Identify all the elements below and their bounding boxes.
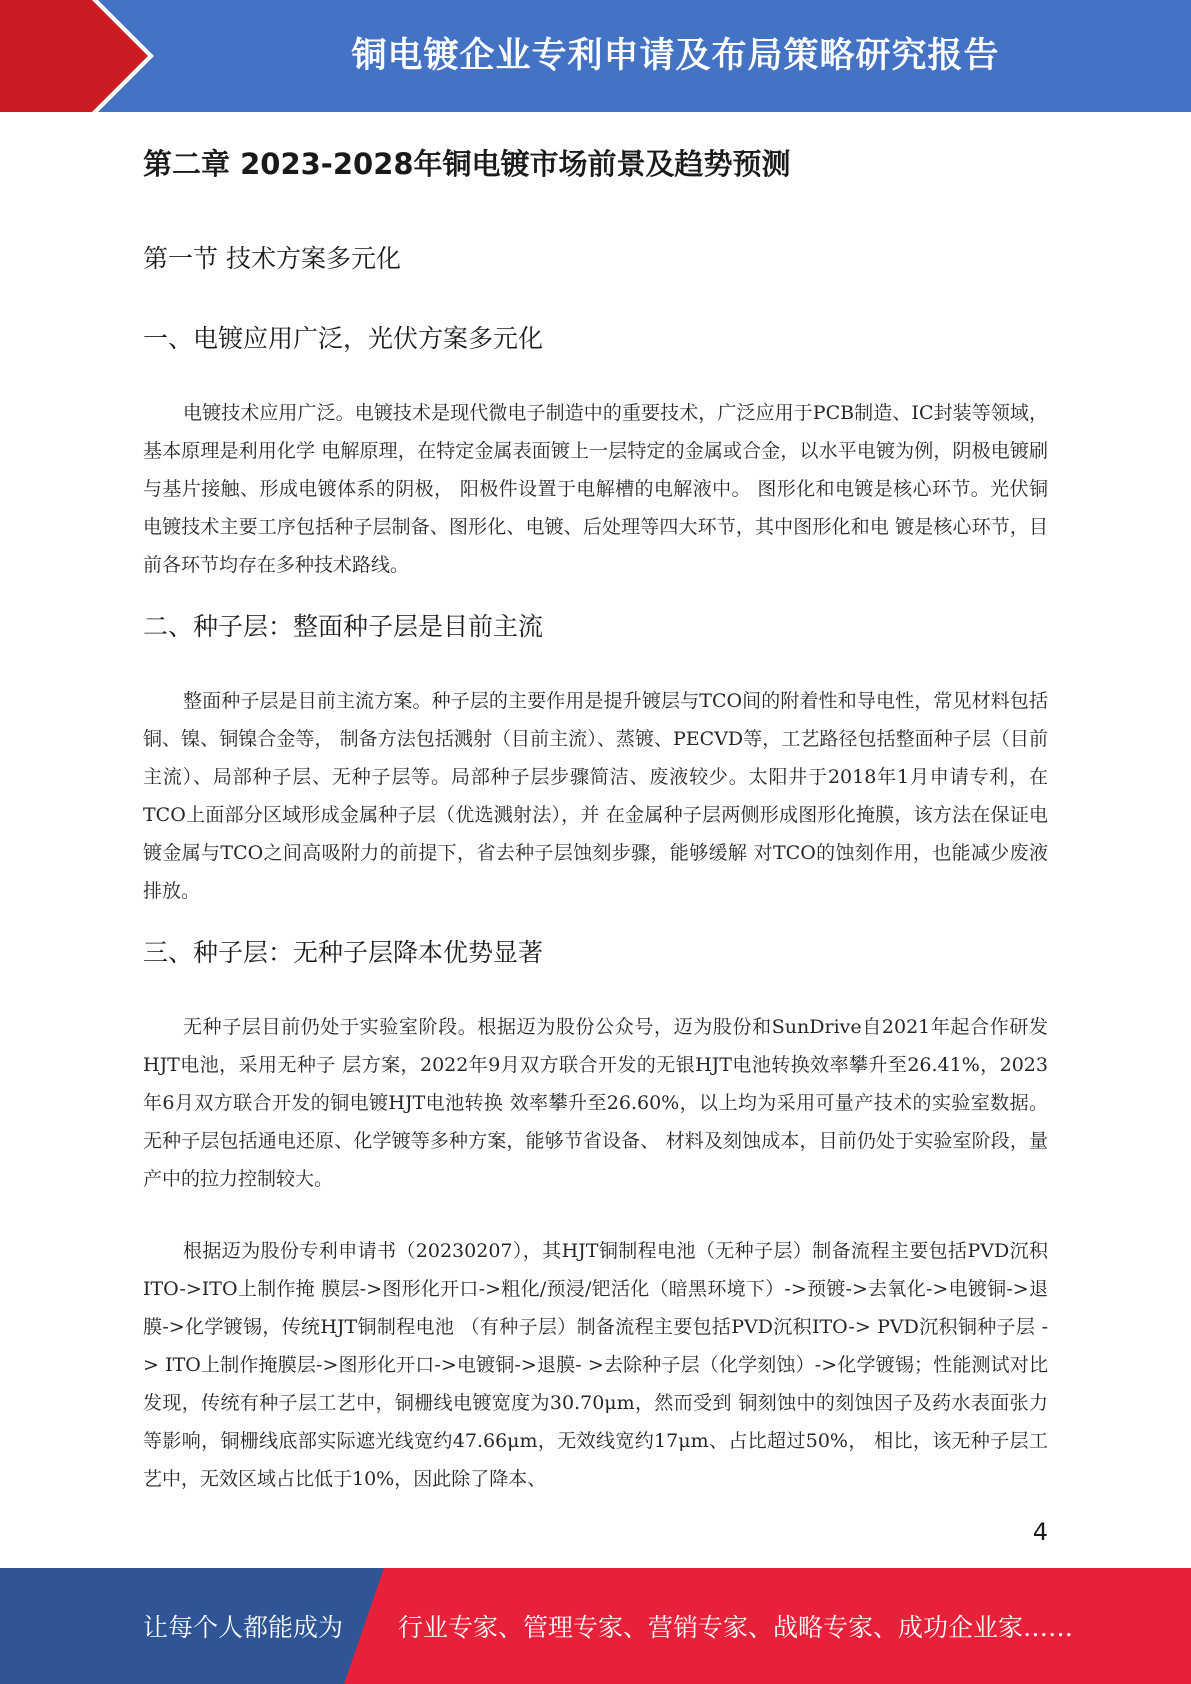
footer-slogan-left: 让每个人都能成为 xyxy=(143,1613,344,1642)
footer-slogan-right: 行业专家、管理专家、营销专家、战略专家、成功企业家…… xyxy=(398,1613,1074,1642)
paragraph-1: 电镀技术应用广泛。电镀技术是现代微电子制造中的重要技术，广泛应用于PCB制造、IC封装等领域，基本原理是利用化学 电解原理，在特定金属表面镀上一层特定的金属或合金，以水平电镀为例，阴极电镀刷与基片接触、形成电镀体系的阴极， 阳极件设置于电解槽的电解液中。 图形化和电镀是核心环节。光伏铜电镀技术主要工序包括种子层制备、图形化、电镀、后处理等四大环节，其中图形化和电 镀是核心环节，目前各环节均存在多种技术路线。 xyxy=(143,402,1048,576)
paragraph-3: 无种子层目前仍处于实验室阶段。根据迈为股份公众号，迈为股份和SunDrive自2021年起合作研发HJT电池，采用无种子 层方案，2022年9月双方联合开发的无银HJT电池转换效率攀升至26.41%，2023年6月双方联合开发的铜电镀HJT电池转换 效率攀升至26.60%，以上均为采用可量产技术的实验室数据。无种子层包括通电还原、化学镀等多种方案，能够节省设备、 材料及刻蚀成本，目前仍处于实验室阶段，量产中的拉力控制较大。 xyxy=(143,1016,1048,1190)
section-title: 第一节 技术方案多元化 xyxy=(143,244,401,273)
page-number: 4 xyxy=(1032,1518,1048,1546)
document-body xyxy=(143,130,1048,1498)
page-footer xyxy=(0,1568,1191,1684)
subsection-title-2: 二、种子层：整面种子层是目前主流 xyxy=(143,612,544,641)
chapter-title: 第二章 2023-2028年铜电镀市场前景及趋势预测 xyxy=(143,147,791,181)
subsection-title-1: 一、电镀应用广泛，光伏方案多元化 xyxy=(143,324,544,353)
report-title: 铜电镀企业专利申请及布局策略研究报告 xyxy=(351,36,1000,76)
subsection-title-3: 三、种子层：无种子层降本优势显著 xyxy=(143,938,544,967)
paragraph-2: 整面种子层是目前主流方案。种子层的主要作用是提升镀层与TCO间的附着性和导电性，常见材料包括铜、镍、铜镍合金等， 制备方法包括溅射（目前主流）、蒸镀、PECVD等，工艺路径包括整面种子层（目前主流）、局部种子层、无种子层等。局部种子层步骤简洁、废液较少。太阳井于2018年1月申请专利，在TCO上面部分区域形成金属种子层（优选溅射法），并 在金属种子层两侧形成图形化掩膜，该方法在保证电镀金属与TCO之间高吸附力的前提下，省去种子层蚀刻步骤，能够缓解 对TCO的蚀刻作用，也能减少废液排放。 xyxy=(143,690,1048,902)
paragraph-4: 根据迈为股份专利申请书（20230207），其HJT铜制程电池（无种子层）制备流程主要包括PVD沉积ITO->ITO上制作掩 膜层->图形化开口->粗化/预浸/钯活化（暗黑环境下）->预镀->去氧化->电镀铜->退膜->化学镀锡，传统HJT铜制程电池 （有种子层）制备流程主要包括PVD沉积ITO-> PVD沉积铜种子层 -> ITO上制作掩膜层->图形化开口->电镀铜->退膜- >去除种子层（化学刻蚀）->化学镀锡；性能测试对比发现，传统有种子层工艺中，铜栅线电镀宽度为30.70μm，然而受到 铜刻蚀中的刻蚀因子及药水表面张力等影响，铜栅线底部实际遮光线宽约47.66μm，无效线宽约17μm、占比超过50%， 相比，该无种子层工艺中，无效区域占比低于10%，因此除了降本、 xyxy=(143,1240,1048,1490)
page-header xyxy=(0,0,1191,112)
